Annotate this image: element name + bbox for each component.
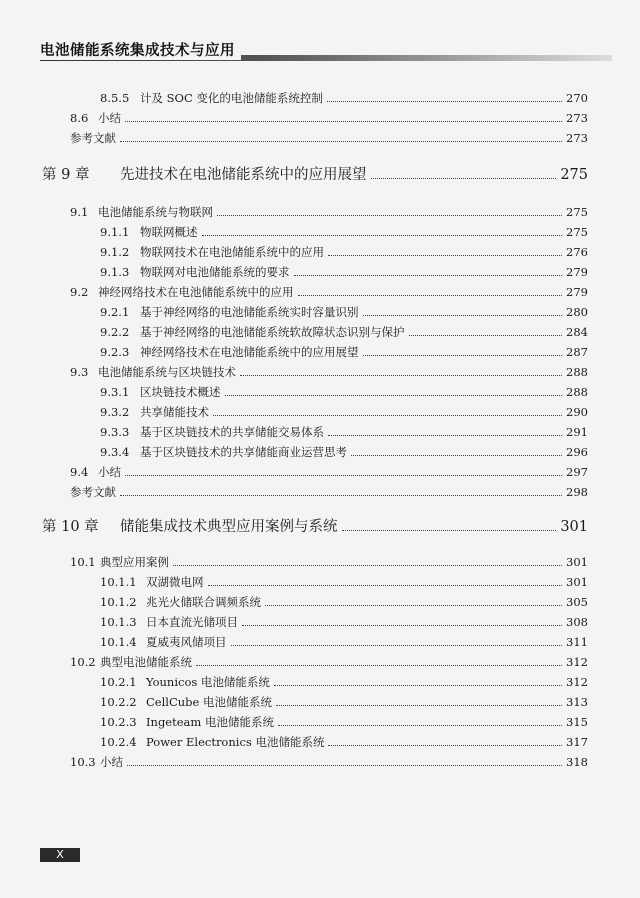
toc-number: 9.3.4	[100, 445, 130, 459]
toc-page-number: 298	[566, 485, 588, 499]
toc-title: 双湖微电网	[146, 575, 204, 589]
toc-page-number: 275	[560, 167, 588, 183]
toc-number: 10.1.3	[100, 615, 137, 629]
toc-number: 10.2.4	[100, 735, 137, 749]
toc-title: 基于区块链技术的共享储能商业运营思考	[140, 445, 347, 459]
toc-subsection[interactable]	[100, 382, 588, 402]
leader-dots	[240, 375, 562, 376]
toc-page-number: 297	[566, 465, 588, 479]
toc-number: 9.3.1	[100, 385, 130, 399]
toc-title: 典型应用案例	[100, 555, 169, 569]
toc-page-number: 301	[560, 519, 588, 535]
toc-page-number: 288	[566, 385, 588, 399]
leader-dots	[327, 101, 562, 102]
toc-subsection[interactable]	[100, 342, 588, 362]
toc-page-number: 312	[566, 675, 588, 689]
toc-title: 物联网技术在电池储能系统中的应用	[140, 245, 324, 259]
toc-page-number: 275	[566, 225, 588, 239]
toc-title: Ingeteam 电池储能系统	[146, 715, 274, 729]
toc-section[interactable]	[70, 202, 588, 222]
leader-dots	[342, 530, 557, 531]
toc-page-number: 318	[566, 755, 588, 769]
toc-page-number: 291	[566, 425, 588, 439]
toc-number: 第 9 章	[42, 167, 90, 183]
toc-number: 9.1	[70, 205, 89, 219]
toc-title: 夏威夷风储项目	[146, 635, 227, 649]
leader-dots	[120, 495, 562, 496]
toc-subsection[interactable]	[100, 262, 588, 282]
toc-title: 小结	[100, 755, 123, 769]
toc-subsection[interactable]	[100, 732, 588, 752]
toc-page-number: 273	[566, 131, 588, 145]
toc-section[interactable]	[70, 282, 588, 302]
toc-subsection[interactable]	[100, 612, 588, 632]
toc-section[interactable]	[70, 462, 588, 482]
page-number: X	[40, 848, 80, 862]
toc-page-number: 279	[566, 285, 588, 299]
toc-page-number: 313	[566, 695, 588, 709]
toc-section[interactable]	[70, 752, 588, 772]
toc-title: 日本直流光储项目	[146, 615, 238, 629]
leader-dots	[125, 121, 562, 122]
toc-page-number: 290	[566, 405, 588, 419]
toc-title: 计及 SOC 变化的电池储能系统控制	[140, 91, 323, 105]
toc-subsection[interactable]	[100, 672, 588, 692]
leader-dots	[351, 455, 562, 456]
toc-section[interactable]	[70, 652, 588, 672]
toc-title: 共享储能技术	[140, 405, 209, 419]
toc-chapter[interactable]	[42, 517, 588, 537]
leader-dots	[328, 255, 562, 256]
leader-dots	[217, 215, 562, 216]
toc-number: 8.5.5	[100, 91, 130, 105]
leader-dots	[213, 415, 562, 416]
toc-page-number: 270	[566, 91, 588, 105]
toc-title: 神经网络技术在电池储能系统中的应用展望	[140, 345, 359, 359]
toc-title: 小结	[98, 111, 121, 125]
toc-title: 基于神经网络的电池储能系统软故障状态识别与保护	[140, 325, 405, 339]
leader-dots	[371, 178, 557, 179]
toc-number: 10.1.2	[100, 595, 137, 609]
toc-subsection[interactable]	[100, 692, 588, 712]
toc-title: 电池储能系统与区块链技术	[98, 365, 236, 379]
leader-dots	[196, 665, 562, 666]
leader-dots	[409, 335, 563, 336]
leader-dots	[125, 475, 562, 476]
toc-page-number: 287	[566, 345, 588, 359]
toc-page-number: 301	[566, 575, 588, 589]
toc-title: CellCube 电池储能系统	[146, 695, 272, 709]
leader-dots	[231, 645, 563, 646]
toc-number: 9.2.1	[100, 305, 130, 319]
toc-number: 10.1.1	[100, 575, 137, 589]
toc-number: 10.2.3	[100, 715, 137, 729]
toc-title: 物联网对电池储能系统的要求	[140, 265, 290, 279]
toc-title: 兆光火储联合调频系统	[146, 595, 261, 609]
toc-number: 9.1.2	[100, 245, 130, 259]
toc-title: 储能集成技术典型应用案例与系统	[120, 519, 338, 535]
toc-number: 10.1	[70, 555, 96, 569]
toc-subsection[interactable]	[100, 242, 588, 262]
toc-page-number: 284	[566, 325, 588, 339]
leader-dots	[265, 605, 562, 606]
toc-number: 9.3	[70, 365, 89, 379]
leader-dots	[294, 275, 563, 276]
leader-dots	[208, 585, 563, 586]
toc-subsection[interactable]	[100, 322, 588, 342]
toc-title: 参考文献	[70, 131, 116, 145]
toc-title: 神经网络技术在电池储能系统中的应用	[98, 285, 294, 299]
toc-page-number: 288	[566, 365, 588, 379]
toc-page-number: 273	[566, 111, 588, 125]
leader-dots	[274, 685, 562, 686]
toc-number: 9.1.1	[100, 225, 130, 239]
toc-page-number: 301	[566, 555, 588, 569]
toc-subsection[interactable]	[100, 88, 588, 108]
toc-page-number: 312	[566, 655, 588, 669]
toc-number: 9.2	[70, 285, 89, 299]
toc-title: 参考文献	[70, 485, 116, 499]
toc-subsection[interactable]	[100, 402, 588, 422]
toc-title: Younicos 电池储能系统	[146, 675, 270, 689]
toc-title: 基于区块链技术的共享储能交易体系	[140, 425, 324, 439]
toc-number: 9.3.2	[100, 405, 130, 419]
leader-dots	[173, 565, 562, 566]
toc-number: 9.2.2	[100, 325, 130, 339]
toc-subsection[interactable]	[100, 222, 588, 242]
toc-page-number: 315	[566, 715, 588, 729]
toc-page-number: 317	[566, 735, 588, 749]
toc-section[interactable]	[70, 552, 588, 572]
toc-subsection[interactable]	[100, 572, 588, 592]
leader-dots	[276, 705, 562, 706]
toc-number: 9.3.3	[100, 425, 130, 439]
toc-number: 9.4	[70, 465, 89, 479]
toc-chapter[interactable]	[42, 165, 588, 185]
toc-number: 9.2.3	[100, 345, 130, 359]
leader-dots	[225, 395, 563, 396]
toc-title: 物联网概述	[140, 225, 198, 239]
toc-number: 8.6	[70, 111, 89, 125]
toc-subsection[interactable]	[100, 442, 588, 462]
toc-page-number: 279	[566, 265, 588, 279]
leader-dots	[202, 235, 563, 236]
toc-number: 第 10 章	[42, 519, 99, 535]
toc-number: 10.1.4	[100, 635, 137, 649]
book-title: 电池储能系统集成技术与应用	[40, 42, 241, 60]
toc-section[interactable]	[70, 128, 588, 148]
toc-subsection[interactable]	[100, 592, 588, 612]
leader-dots	[328, 435, 562, 436]
toc-title: 基于神经网络的电池储能系统实时容量识别	[140, 305, 359, 319]
toc-section[interactable]	[70, 482, 588, 502]
toc-title: 电池储能系统与物联网	[98, 205, 213, 219]
toc-section[interactable]	[70, 362, 588, 382]
leader-dots	[298, 295, 563, 296]
toc-page-number: 311	[566, 635, 588, 649]
leader-dots	[120, 141, 562, 142]
toc-title: 区块链技术概述	[140, 385, 221, 399]
toc-page-number: 275	[566, 205, 588, 219]
toc-number: 9.1.3	[100, 265, 130, 279]
leader-dots	[328, 745, 562, 746]
toc-number: 10.2.1	[100, 675, 137, 689]
toc-subsection[interactable]	[100, 302, 588, 322]
toc-title: 先进技术在电池储能系统中的应用展望	[120, 167, 367, 183]
leader-dots	[242, 625, 562, 626]
toc-subsection[interactable]	[100, 632, 588, 652]
toc-page-number: 276	[566, 245, 588, 259]
toc-title: Power Electronics 电池储能系统	[146, 735, 325, 749]
toc-title: 典型电池储能系统	[100, 655, 192, 669]
toc-subsection[interactable]	[100, 422, 588, 442]
toc-page-number: 308	[566, 615, 588, 629]
leader-dots	[363, 315, 563, 316]
toc-page-number: 280	[566, 305, 588, 319]
toc-subsection[interactable]	[100, 712, 588, 732]
toc-section[interactable]	[70, 108, 588, 128]
toc-page-number: 305	[566, 595, 588, 609]
leader-dots	[278, 725, 562, 726]
toc-number: 10.3	[70, 755, 96, 769]
toc-number: 10.2.2	[100, 695, 137, 709]
leader-dots	[363, 355, 563, 356]
leader-dots	[127, 765, 562, 766]
toc-title: 小结	[98, 465, 121, 479]
toc-page-number: 296	[566, 445, 588, 459]
toc-number: 10.2	[70, 655, 96, 669]
